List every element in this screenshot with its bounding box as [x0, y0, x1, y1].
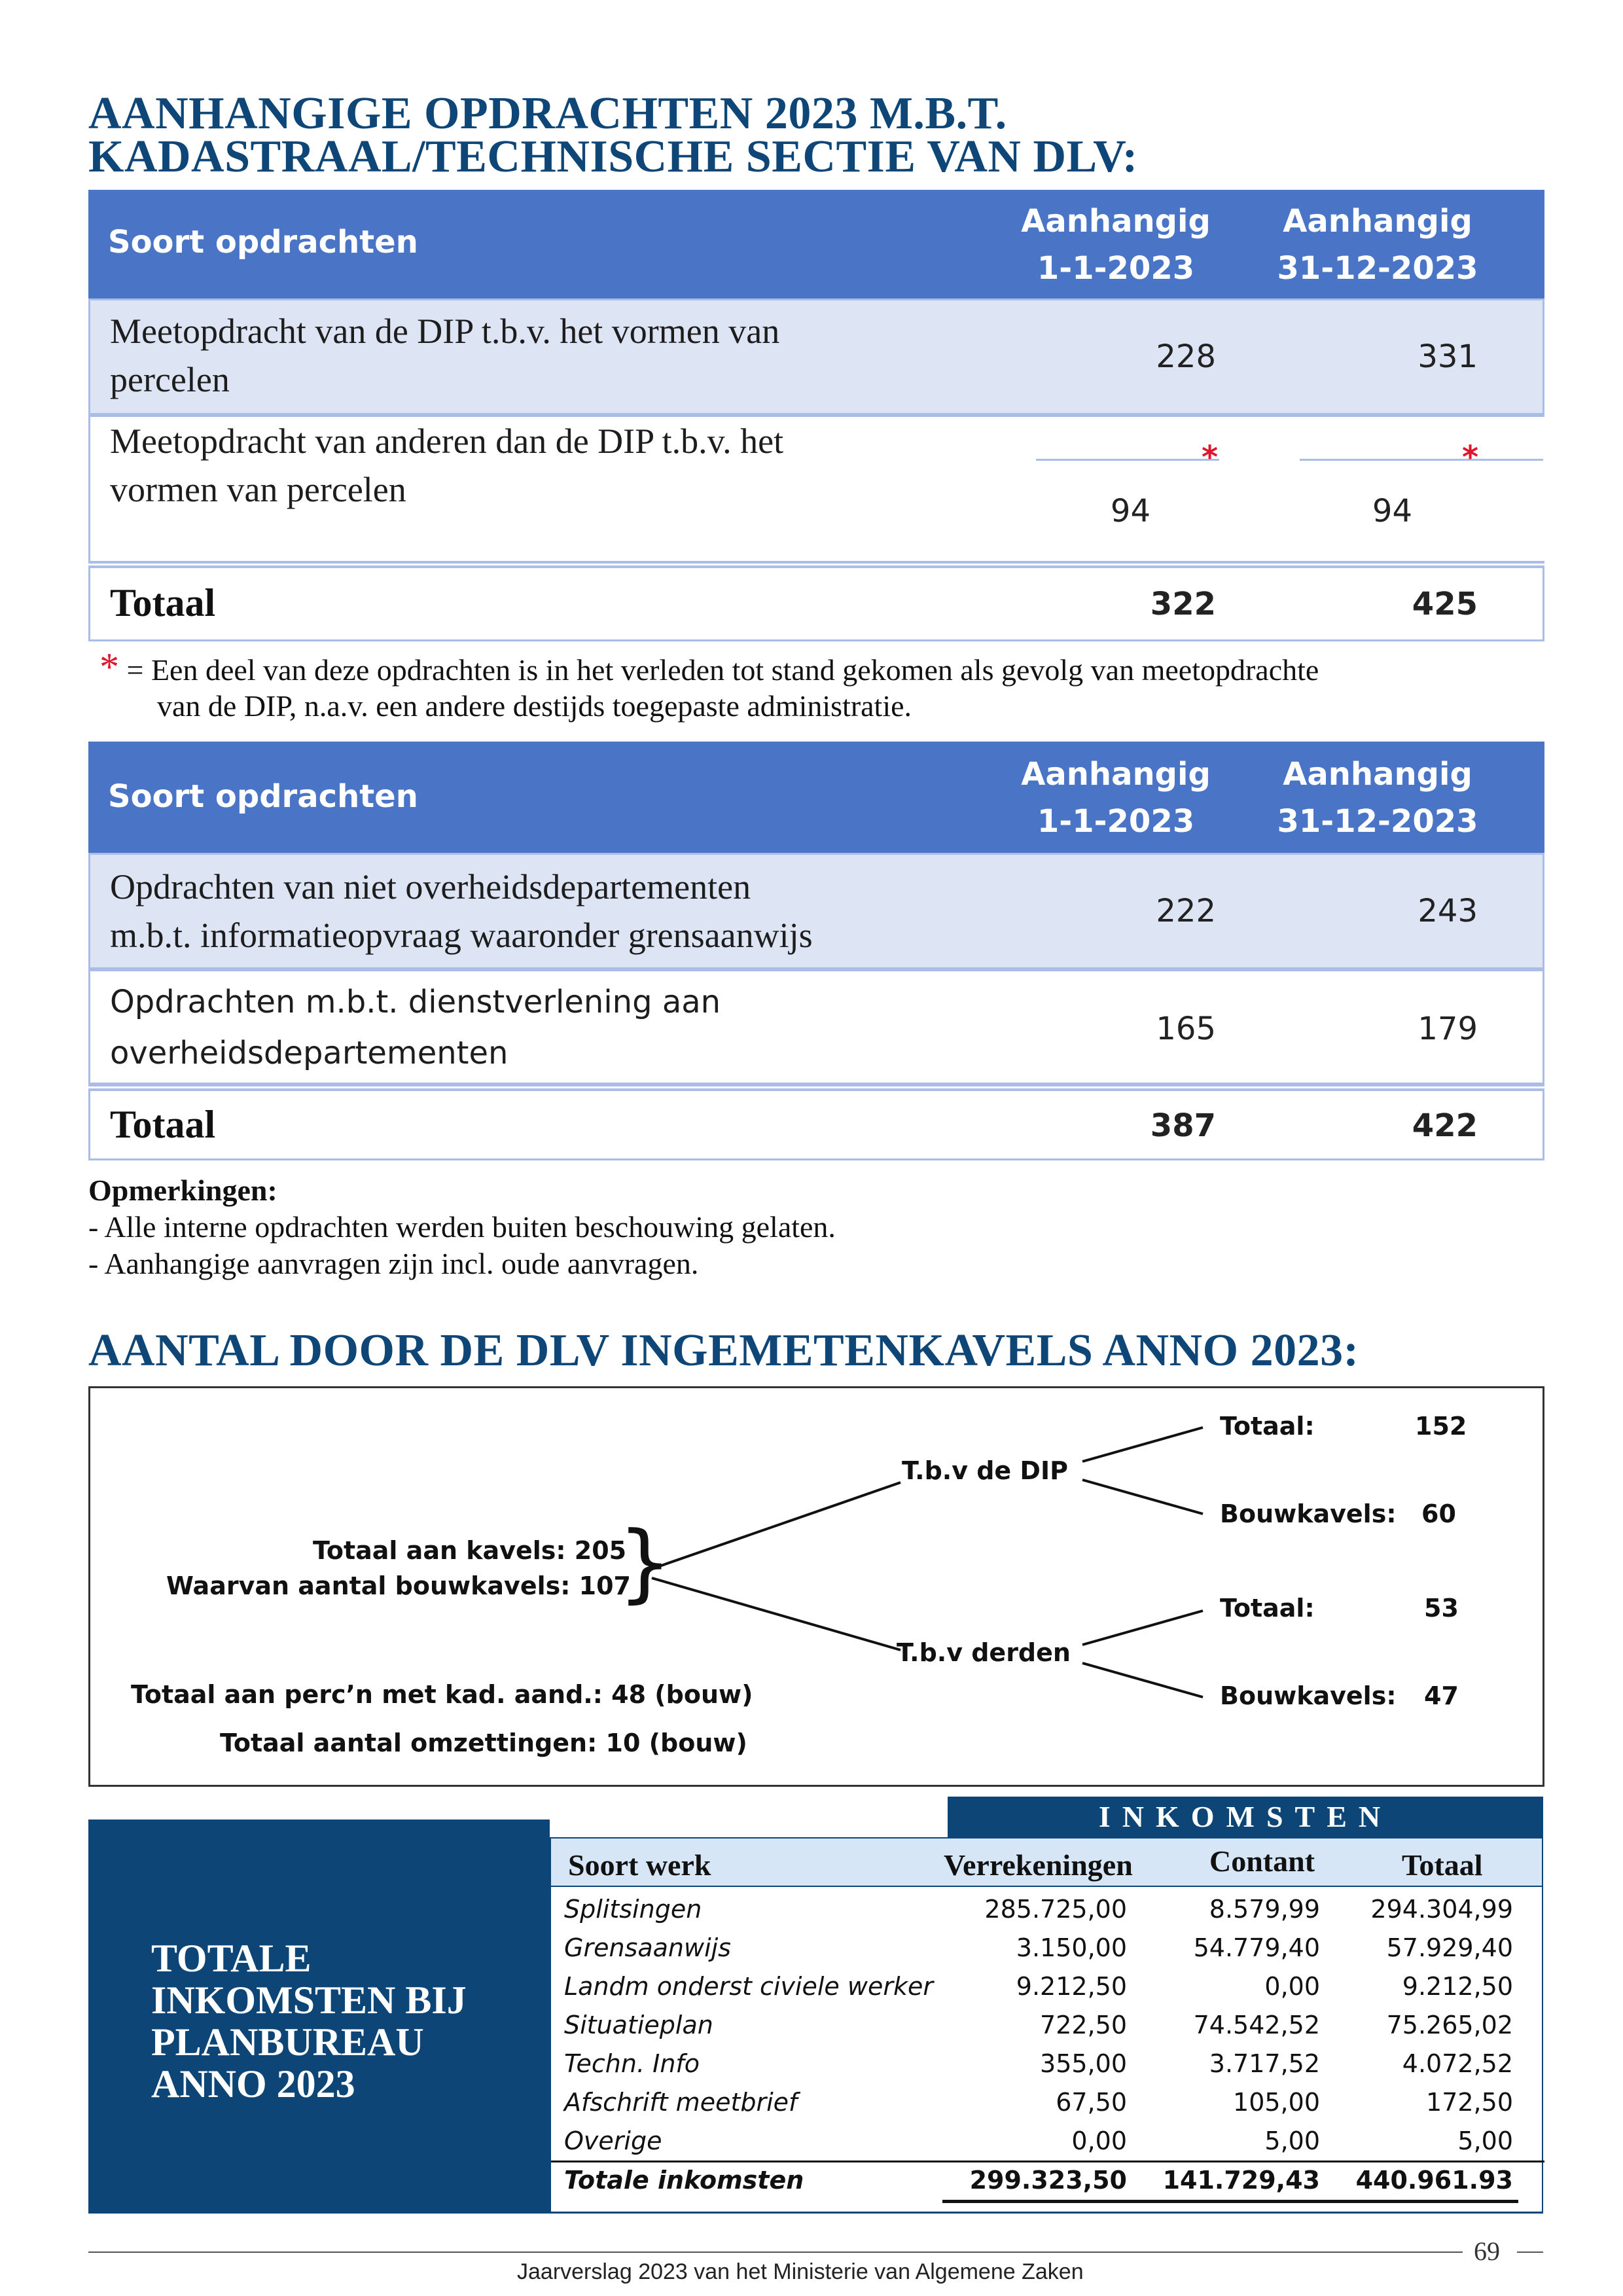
third-building-value: 47 — [1424, 1681, 1459, 1710]
cell-soort: Overige — [564, 2126, 662, 2155]
footnote-line1: = Een deel van deze opdrachten is in het verleden tot stand gekomen als gevolg van meetopdrachte — [126, 653, 1319, 687]
remark-item: - Alle interne opdrachten werden buiten beschouwing gelaten. — [88, 1210, 836, 1244]
table-header — [88, 190, 1544, 298]
table-row — [88, 298, 1544, 415]
income-banner: INKOMSTEN — [948, 1797, 1543, 1837]
cell-soort: Afschrift meetbrief — [564, 2088, 798, 2117]
total-value-1: 387 — [1150, 1107, 1216, 1144]
remarks-title: Opmerkingen: — [88, 1174, 277, 1207]
row-value-1: 222 — [1156, 893, 1216, 929]
branch-dip: T.b.v de DIP — [902, 1456, 1068, 1485]
col-header-contant: Contant — [1209, 1844, 1315, 1878]
divider — [1300, 459, 1543, 461]
parcels-diagram — [88, 1386, 1544, 1787]
total-label: Totaal — [110, 1103, 216, 1146]
total-parcels: Totaal aan kavels: 205 — [313, 1536, 627, 1565]
table-row — [88, 853, 1544, 969]
dip-total-value: 152 — [1415, 1412, 1467, 1441]
third-total-label: Totaal: — [1220, 1594, 1315, 1623]
header-col-2 — [1260, 751, 1495, 845]
header-col-1-line1: Aanhangig — [1021, 756, 1211, 793]
cell-soort: Grensaanwijs — [564, 1933, 731, 1962]
header-col-1-line2: 1-1-2023 — [1037, 803, 1195, 840]
table-row — [551, 1972, 1544, 2010]
cell-soort: Techn. Info — [564, 2049, 700, 2078]
table-row — [551, 2088, 1544, 2126]
side-title-line: ANNO 2023 — [151, 2062, 355, 2106]
table-row — [88, 415, 1544, 563]
row-value-2: 94 — [1372, 493, 1412, 529]
cell-totaal: 75.265,02 — [1386, 2011, 1513, 2039]
dip-building-value: 60 — [1421, 1499, 1456, 1528]
header-col-2-line1: Aanhangig — [1283, 203, 1472, 240]
row-label-line1: Opdrachten m.b.t. dienstverlening aan — [110, 984, 721, 1020]
header-col-1 — [998, 751, 1234, 845]
cell-soort: Situatieplan — [564, 2011, 713, 2039]
row-label — [110, 977, 721, 1079]
header-col-1 — [998, 198, 1234, 292]
brace: } — [618, 1513, 672, 1612]
col-header-verrekeningen: Verrekeningen — [944, 1848, 1133, 1882]
total-totaal: 440.961.93 — [1355, 2166, 1513, 2195]
footnote-asterisk: * — [99, 645, 119, 689]
remark-item: - Aanhangige aanvragen zijn incl. oude aanvragen. — [88, 1247, 699, 1280]
table-row — [551, 2049, 1544, 2087]
footnote-line2: van de DIP, n.a.v. een andere destijds toegepaste administratie. — [157, 689, 912, 723]
cell-contant: 105,00 — [1233, 2088, 1320, 2117]
cell-contant: 74.542,52 — [1193, 2011, 1320, 2039]
cell-contant: 0,00 — [1264, 1972, 1320, 2001]
cell-verrekeningen: 355,00 — [1040, 2049, 1127, 2078]
section-title-1-line2: KADASTRAAL/TECHNISCHE SECTIE VAN DLV: — [88, 132, 1138, 182]
row-label — [110, 417, 783, 514]
cell-totaal: 57.929,40 — [1386, 1933, 1513, 1962]
page-number: 69 — [1474, 2236, 1500, 2266]
cell-verrekeningen: 9.212,50 — [1016, 1972, 1127, 2001]
cell-contant: 54.779,40 — [1193, 1933, 1320, 1962]
table-total-row — [88, 565, 1544, 641]
pending-assignments-table-1 — [88, 190, 1544, 641]
pending-assignments-table-2 — [88, 742, 1544, 1174]
row-value-1: 165 — [1156, 1011, 1216, 1047]
total-underline — [942, 2200, 1518, 2203]
total-value-2: 422 — [1412, 1107, 1478, 1144]
header-col-2 — [1260, 198, 1495, 292]
header-col-1-line2: 1-1-2023 — [1037, 250, 1195, 287]
cell-contant: 3.717,52 — [1209, 2049, 1320, 2078]
header-col-2-line2: 31-12-2023 — [1277, 803, 1478, 840]
asterisk-marker: * — [1202, 439, 1219, 476]
col-header-soort: Soort werk — [568, 1848, 711, 1882]
header-col-1-line1: Aanhangig — [1021, 203, 1211, 240]
asterisk-marker: * — [1462, 439, 1479, 476]
third-building-label: Bouwkavels: — [1220, 1681, 1397, 1710]
income-side-title — [151, 1937, 467, 2105]
cell-totaal: 9.212,50 — [1402, 1972, 1513, 2001]
footer-rule-right — [1517, 2251, 1543, 2253]
table-row — [551, 1895, 1544, 1933]
conversions-note: Totaal aantal omzettingen: 10 (bouw) — [220, 1729, 747, 1757]
cell-contant: 8.579,99 — [1209, 1895, 1320, 1924]
table-row — [551, 2011, 1544, 2049]
col-header-totaal: Totaal — [1402, 1848, 1483, 1882]
side-title-line: TOTALE — [151, 1937, 312, 1980]
footer-rule — [88, 2251, 1463, 2253]
total-building-parcels: Waarvan aantal bouwkavels: 107 — [166, 1571, 631, 1600]
table-row — [88, 969, 1544, 1085]
cell-totaal: 4.072,52 — [1402, 2049, 1513, 2078]
cadastral-parcels-note: Totaal aan perc’n met kad. aand.: 48 (bouw) — [131, 1680, 753, 1709]
footnote — [99, 645, 1319, 689]
income-table — [550, 1887, 1543, 2214]
row-label-line2: m.b.t. informatieopvraag waaronder grensaanwijs — [110, 916, 813, 955]
table-total-row — [88, 1088, 1544, 1160]
cell-verrekeningen: 0,00 — [1071, 2126, 1127, 2155]
cell-totaal: 172,50 — [1426, 2088, 1513, 2117]
table-row — [551, 2126, 1544, 2164]
row-label-line2: vormen van percelen — [110, 470, 406, 509]
table-row — [551, 1933, 1544, 1971]
cell-contant: 5,00 — [1264, 2126, 1320, 2155]
row-label-line2: percelen — [110, 360, 230, 399]
total-contant: 141.729,43 — [1162, 2166, 1320, 2195]
cell-verrekeningen: 722,50 — [1040, 2011, 1127, 2039]
cell-verrekeningen: 3.150,00 — [1016, 1933, 1127, 1962]
section-title-1-line1: AANHANGIGE OPDRACHTEN 2023 M.B.T. — [88, 88, 1007, 139]
row-value-2: 243 — [1418, 893, 1478, 929]
third-total-value: 53 — [1424, 1594, 1459, 1623]
side-title-line: INKOMSTEN BIJ — [151, 1979, 467, 2022]
table-total-row — [551, 2166, 1544, 2204]
total-rule — [551, 2161, 1544, 2162]
cell-verrekeningen: 285.725,00 — [984, 1895, 1127, 1924]
cell-verrekeningen: 67,50 — [1056, 2088, 1127, 2117]
footer-text: Jaarverslag 2023 van het Ministerie van Algemene Zaken — [517, 2259, 1084, 2284]
row-label-line2: overheidsdepartementen — [110, 1035, 508, 1071]
header-label: Soort opdrachten — [108, 224, 418, 260]
row-value-1: 228 — [1156, 338, 1216, 375]
row-label-line1: Meetopdracht van anderen dan de DIP t.b.v. het — [110, 422, 784, 461]
row-value-2: 179 — [1418, 1011, 1478, 1047]
row-label — [110, 307, 779, 404]
row-label-line1: Meetopdracht van de DIP t.b.v. het vormen van — [110, 312, 780, 351]
row-value-1: 94 — [1110, 493, 1150, 529]
cell-soort: Splitsingen — [564, 1895, 702, 1924]
total-label: Totaal — [110, 581, 216, 624]
row-value-2: 331 — [1418, 338, 1478, 375]
total-value-2: 425 — [1412, 586, 1478, 622]
income-column-headers — [550, 1837, 1543, 1887]
header-label: Soort opdrachten — [108, 778, 418, 815]
divider — [1036, 459, 1219, 461]
row-label — [110, 863, 813, 960]
branch-third-parties: T.b.v derden — [897, 1638, 1071, 1667]
dip-total-label: Totaal: — [1220, 1412, 1315, 1441]
total-verrekeningen: 299.323,50 — [969, 2166, 1127, 2195]
row-label-line1: Opdrachten van niet overheidsdepartementen — [110, 867, 751, 906]
income-side-panel — [88, 1820, 550, 2214]
cell-totaal: 294.304,99 — [1370, 1895, 1513, 1924]
cell-totaal: 5,00 — [1457, 2126, 1513, 2155]
header-col-2-line2: 31-12-2023 — [1277, 250, 1478, 287]
side-title-line: PLANBUREAU — [151, 2020, 424, 2064]
section-title-2: AANTAL DOOR DE DLV INGEMETENKAVELS ANNO 2023: — [88, 1325, 1359, 1376]
cell-soort: Landm onderst civiele werker — [564, 1972, 933, 2001]
dip-building-label: Bouwkavels: — [1220, 1499, 1397, 1528]
total-label: Totale inkomsten — [564, 2166, 804, 2195]
header-col-2-line1: Aanhangig — [1283, 756, 1472, 793]
total-value-1: 322 — [1150, 586, 1216, 622]
table-header — [88, 742, 1544, 853]
